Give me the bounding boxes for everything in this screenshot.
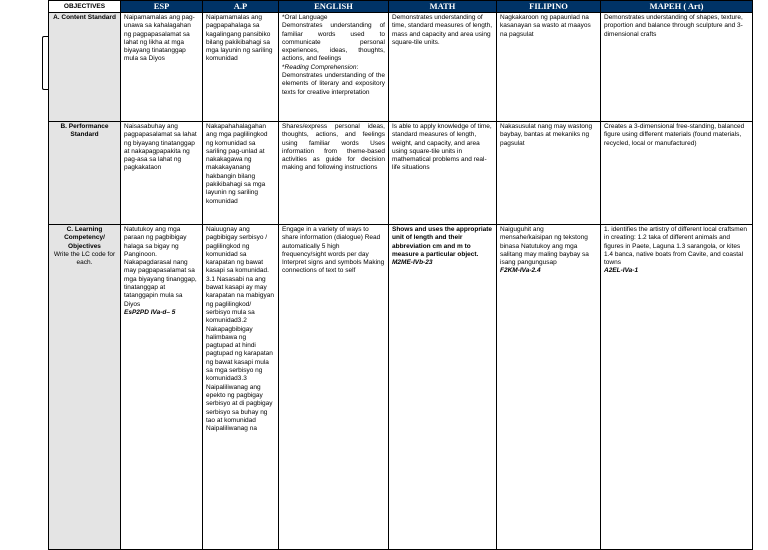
- competency-filipino-cell: [497, 225, 601, 550]
- content-ap-cell: Naipamamalas ang pagpapahalaga sa kagalingang pansibiko bilang pakikibahagi sa mga layunin ng sariling komunidad: [203, 13, 279, 122]
- competency-esp-code: EsP2PD IVa-d– 5: [124, 308, 176, 316]
- performance-standard-label: B. Performance Standard: [49, 122, 121, 225]
- header-objectives: OBJECTIVES: [49, 1, 121, 13]
- content-filipino-cell: Nagkakaroon ng papaunlad na kasanayan sa wasto at maayos na pagsulat: [497, 13, 601, 122]
- performance-mapeh-cell: Creates a 3-dimensional free-standing, balanced figure using different materials (found materials, recycled, local or manufactured): [601, 122, 753, 225]
- competency-math-cell: [389, 225, 497, 550]
- competency-esp-text: Natutukoy ang mga paraan ng pagbibigay halaga sa bigay ng Panginoon. Nakapagdarasal nang may pagpapasalamat sa mga biyayang tinanggap, tinatanggap at tatanggapin mula sa Diyos: [124, 226, 197, 308]
- english-reading-description: Demonstrates understanding of the elements of literary and expository texts for creative interpretation: [282, 72, 385, 96]
- learning-competency-row: [49, 225, 753, 550]
- competency-esp-cell: [121, 225, 203, 550]
- header-row: [49, 1, 753, 13]
- competency-english-cell: Engage in a variety of ways to share information (dialogue) Read automatically 5 high frequency/sight words per day Interpret signs and symbols Making connections of text to self: [279, 225, 389, 550]
- english-oral-description: Demonstrates understanding of familiar words used to communicate personal experiences, ideas, thoughts, actions, and feelings: [282, 22, 385, 63]
- performance-math-cell: Is able to apply knowledge of time, standard measures of length, weight, and capacity, and area using square-tile units in mathematical problems and real-life situations: [389, 122, 497, 225]
- english-oral-language: *Oral Language: [282, 14, 328, 21]
- competency-math-text: Shows and uses the appropriate unit of length and their abbreviation cm and m to measure a particular object.: [392, 226, 493, 258]
- header-english: ENGLISH: [279, 1, 389, 13]
- competency-mapeh-cell: [601, 225, 753, 550]
- performance-english-cell: Shares/express personal ideas, thoughts, actions, and feelings using familiar words Uses information from theme-based activities as guide for decision making and following instructions: [279, 122, 389, 225]
- performance-ap-cell: Nakapahahalagahan ang mga paglilingkod ng komunidad sa sariling pag-unlad at nakakagawa ng makakayanang hakbangin bilang pakikibahagi sa mga layunin ng sariling komunidad: [203, 122, 279, 225]
- english-reading-title: Reading Comprehension: [284, 63, 357, 71]
- competency-ap-cell: Naiuugnay ang pagbibigay serbisyo / paglilingkod ng komunidad sa karapatan ng bawat kasapi sa komunidad. 3.1 Nasasabi na ang bawat kasapi ay may karapatan na mabigyan ng paglilingkod/ serbisyo mula sa komunidad3.2 Nakapagbibigay halimbawa ng pagtupad at hindi pagtupad ng karapatan ng bawat kasapi mula sa mga serbisyo ng komunidad3.3 Naipaliliwanag ang epekto ng pagbigay serbisyo at di pagbigay serbisyo sa buhay ng tao at komunidad Naipaliliwanag na: [203, 225, 279, 550]
- learning-competency-note: Write the LC code for each.: [53, 250, 116, 267]
- competency-filipino-text: Naiguguhit ang mensahe/kaisipan ng tekstong binasa Natutukoy ang mga salitang may maling baybay sa isang pangungusap: [500, 226, 589, 267]
- performance-standard-row: [49, 122, 753, 225]
- english-reading-heading: *Reading Comprehension:: [282, 63, 359, 71]
- header-ap: A.P: [203, 1, 279, 13]
- learning-competency-label: C. Learning Competency/ Objectives: [64, 226, 105, 250]
- content-math-cell: Demonstrates understanding of time, standard measures of length, mass and capacity and area using square-tile units.: [389, 13, 497, 122]
- competency-filipino-code: F2KM-IVa-2.4: [500, 267, 541, 275]
- content-esp-cell: Naipamamalas ang pag-unawa sa kahalagahan ng pagpapasalamat sa lahat ng likha at mga biyayang tinatanggap mula sa Diyos: [121, 13, 203, 122]
- performance-filipino-cell: Nakasusulat nang may wastong baybay, bantas at mekaniks ng pagsulat: [497, 122, 601, 225]
- header-filipino: FILIPINO: [497, 1, 601, 13]
- header-mapeh: MAPEH ( Art): [601, 1, 753, 13]
- daily-lesson-log-table: [48, 0, 753, 550]
- header-esp: ESP: [121, 1, 203, 13]
- learning-competency-label-cell: [49, 225, 121, 550]
- content-english-cell: [279, 13, 389, 122]
- competency-mapeh-text: 1. identifies the artistry of different local craftsmen in creating: 1.2 taka of different animals and figures in Paete, Laguna 1.3 sarangola, or kites 1.4 banca, native boats from Cavite, and coastal towns: [604, 226, 747, 267]
- content-standard-row: [49, 13, 753, 122]
- competency-math-code: M2ME-IVb-23: [392, 259, 433, 267]
- content-mapeh-cell: Demonstrates understanding of shapes, texture, proportion and balance through sculpture and 3-dimensional crafts: [601, 13, 753, 122]
- performance-esp-cell: Naisasabuhay ang pagpapasalamat sa lahat ng biyayang tinatanggap at nakapagpapakita ng pag-asa sa lahat ng pagkakataon: [121, 122, 203, 225]
- header-math: MATH: [389, 1, 497, 13]
- competency-mapeh-code: A2EL-IVa-1: [604, 267, 639, 275]
- content-standard-label: A. Content Standard: [49, 13, 121, 122]
